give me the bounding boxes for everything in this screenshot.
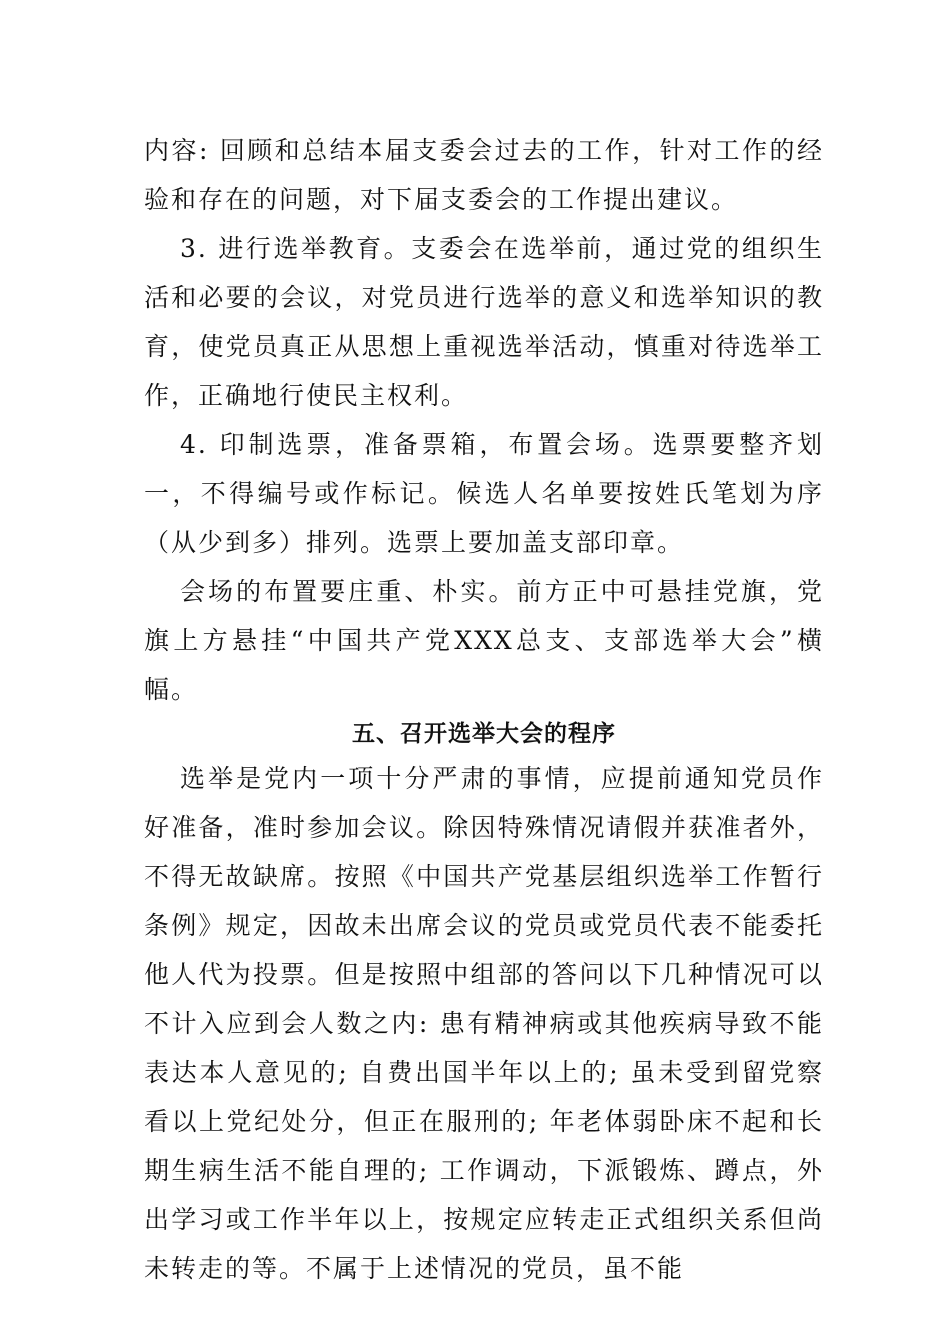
paragraph-election-procedure: 选举是党内一项十分严肃的事情，应提前通知党员作好准备，准时参加会议。除因特殊情况请假并获准者外，不得无故缺席。按照《中国共产党基层组织选举工作暂行条例》规定，因故未出席会议的党员或党员代表不能委托他人代为投票。但是按照中组部的答问以下几种情况可以不计入应到会人数之内: 患有精神病或其他疾病导致不能表达本人意见的; 自费出国半年以上的; 虽未受到留党察看以上党纪处分，但正在服刑的; 年老体弱卧床不起和长期生病生活不能自理的; 工作调动，下派锻炼、蹲点，外出学习或工作半年以上，按规定应转走正式组织关系但尚未转走的等。不属于上述情况的党员，虽不能 (144, 764, 824, 1283)
paragraph-election-education: 3. 进行选举教育。支委会在选举前，通过党的组织生活和必要的会议，对党员进行选举的意义和选举知识的教育，使党员真正从思想上重视选举活动，慎重对待选举工作，正确地行使民主权利。 (144, 234, 824, 410)
section-heading: 五、召开选举大会的程序 (352, 721, 616, 747)
document-body (144, 126, 824, 1293)
paragraph-print-ballots: 4. 印制选票，准备票箱，布置会场。选票要整齐划一，不得编号或作标记。候选人名单要按姓氏笔划为序（从少到多）排列。选票上要加盖支部印章。 (144, 430, 824, 557)
paragraph-review-content: 内容: 回顾和总结本届支委会过去的工作，针对工作的经验和存在的问题，对下届支委会的工作提出建议。 (144, 136, 824, 214)
paragraph-venue-layout: 会场的布置要庄重、朴实。前方正中可悬挂党旗，党旗上方悬挂“中国共产党XXX总支、支部选举大会”横幅。 (144, 577, 824, 704)
